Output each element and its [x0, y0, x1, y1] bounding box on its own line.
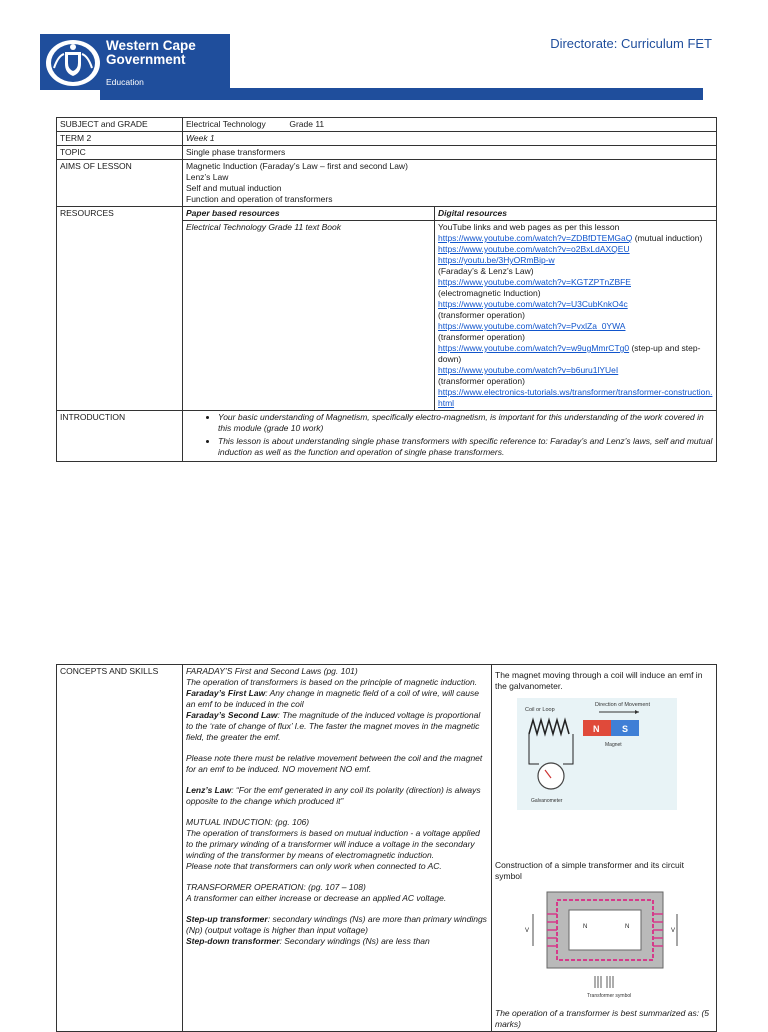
paper-heading: Paper based resources: [183, 207, 435, 221]
intro-content: [183, 411, 717, 462]
youtube-link[interactable]: https://www.youtube.com/watch?v=ZDBfDTEMGaQ: [438, 233, 633, 243]
digital-link-entry: [438, 244, 713, 255]
aim-item: Magnetic Induction (Faraday’s Law – first and second Law): [186, 161, 408, 171]
digital-link-entry: [438, 387, 713, 409]
aim-item: Self and mutual induction: [186, 183, 282, 193]
directorate-title: Directorate: Curriculum FET: [550, 36, 712, 51]
digital-list: [435, 221, 717, 411]
operation-heading: TRANSFORMER OPERATION: (pg. 107 – 108): [186, 882, 366, 892]
mutual-heading: MUTUAL INDUCTION: (pg. 106): [186, 817, 310, 827]
stepup-text: Step-up transformer: secondary windings (Ns) are more than primary windings (Np) (output voltage is higher than input voltage): [186, 914, 487, 935]
subject-row: [57, 118, 717, 132]
galvanometer-label: Galvanometer: [531, 798, 563, 804]
subject-value: Electrical Technology Grade 11: [183, 118, 717, 132]
introduction-row: [57, 411, 717, 462]
digital-link-entry: [438, 365, 713, 376]
topic-value: Single phase transformers: [183, 146, 717, 160]
topic-label: TOPIC: [57, 146, 183, 160]
paper-item: Electrical Technology Grade 11 text Book: [183, 221, 435, 411]
youtube-link[interactable]: https://www.youtube.com/watch?v=KGTZPTnZBFE: [438, 277, 631, 287]
intro-label: INTRODUCTION: [57, 411, 183, 462]
youtube-link[interactable]: https://www.youtube.com/watch?v=w9ugMmrCTg0: [438, 343, 630, 353]
concepts-row: [57, 665, 717, 1032]
org-name-line2: Government: [106, 52, 186, 67]
link-note: (transformer operation): [438, 376, 525, 386]
vs-label: V: [671, 928, 676, 934]
aims-list: [183, 160, 717, 207]
concepts-table: [56, 664, 717, 1032]
mutual-text: The operation of transformers is based on mutual induction - a voltage applied to the primary winding of a transformer will induce a voltage in the secondary winding of the transformer by means of electromagnetic induction.: [186, 828, 480, 860]
youtube-link[interactable]: https://www.youtube.com/watch?v=U3CubKnkO4c: [438, 299, 628, 309]
movement-note: Please note there must be relative movement between the coil and the magnet for an emf to be induced. NO movement NO emf.: [186, 753, 483, 774]
digital-link-entry: https://www.youtube.com/watch?v=w9ugMmrCTg0 (step-up and step-down): [438, 343, 701, 364]
coil-label: Coil or Loop: [525, 707, 555, 713]
operation-text: A transformer can either increase or decrease an applied AC voltage.: [186, 893, 447, 903]
intro-bullet: • This lesson is about understanding single phase transformers with specific reference to: Faraday’s and Lenz’s laws, self and mutual induction as well as the function and operation of single phase transformers.: [218, 436, 713, 458]
digital-heading: Digital resources: [435, 207, 717, 221]
youtube-link[interactable]: https://www.youtube.com/watch?v=b6uru1lYUeI: [438, 365, 619, 375]
youtube-link[interactable]: https://www.youtube.com/watch?v=PvxlZa_0YWA: [438, 321, 626, 331]
np-label: N: [583, 924, 588, 930]
mutual-note: Please note that transformers can only work when connected to AC.: [186, 861, 442, 871]
resources-label: RESOURCES: [57, 207, 183, 411]
intro-bullet: • Your basic understanding of Magnetism, specifically electro-magnetism, is important for this understanding of the work covered in this module (grade 10 work): [218, 412, 713, 434]
concepts-label: CONCEPTS AND SKILLS: [57, 665, 183, 1032]
link-note: (electromagnetic Induction): [438, 288, 541, 298]
digital-link-entry: [438, 321, 713, 332]
digital-link-entry: [438, 255, 713, 266]
digital-link-entry: [438, 299, 713, 310]
resources-header-row: [57, 207, 717, 221]
youtube-link[interactable]: https://youtu.be/3HyORmBip-w: [438, 255, 555, 265]
vp-label: V: [525, 928, 530, 934]
lesson-table: [56, 117, 717, 462]
figure-caption-operation: The operation of a transformer is best summarized as: (5 marks): [495, 1008, 710, 1029]
stepdown-text: Step-down transformer: Secondary windings (Ns) are less than: [186, 936, 430, 946]
link-note: (Faraday’s & Lenz’s Law): [438, 266, 534, 276]
south-label: S: [622, 724, 629, 734]
first-law: Faraday’s First Law: Any change in magnetic field of a coil of wire, will cause an emf to be induced in the coil: [186, 688, 479, 709]
core-window: [569, 910, 641, 950]
ns-label: N: [625, 924, 630, 930]
grade-value: Grade 11: [289, 119, 325, 129]
lenz-law: Lenz’s Law: “For the emf generated in any coil its polarity (direction) is always opposite to the change which produced it”: [186, 785, 481, 806]
youtube-link[interactable]: https://www.youtube.com/watch?v=o2BxLdAXQEU: [438, 244, 630, 254]
aim-item: Lenz’s Law: [186, 172, 229, 182]
symbol-label: Transformer symbol: [587, 993, 632, 998]
term-value: Week 1: [183, 132, 717, 146]
north-label: N: [593, 724, 600, 734]
transformer-diagram: [517, 888, 687, 998]
term-label: TERM 2: [57, 132, 183, 146]
term-row: [57, 132, 717, 146]
web-link[interactable]: https://www.electronics-tutorials.ws/transformer/transformer-construction.html: [438, 387, 713, 408]
digital-link-entry: https://www.youtube.com/watch?v=ZDBfDTEMGaQ (mutual induction): [438, 233, 703, 243]
direction-label: Direction of Movement: [595, 702, 651, 708]
org-logo: [40, 34, 230, 90]
second-law: Faraday’s Second Law: The magnitude of the induced voltage is proportional to the ‘rate of change of flux’ I.e. The faster the magnet moves in the magnetic field, the greater the emf.: [186, 710, 481, 742]
figure-caption-transformer: Construction of a simple transformer and its circuit symbol: [495, 860, 684, 881]
induction-diagram: [517, 698, 677, 810]
aim-item: Function and operation of transformers: [186, 194, 333, 204]
header-bar: [100, 88, 703, 100]
galvanometer-icon: [538, 763, 564, 789]
faraday-heading: FARADAY’S First and Second Laws (pg. 101): [186, 666, 358, 676]
concepts-body: [183, 665, 492, 1032]
topic-row: [57, 146, 717, 160]
magnet-label: Magnet: [605, 742, 622, 748]
digital-intro: YouTube links and web pages as per this lesson: [438, 222, 620, 232]
concepts-figures: [492, 665, 717, 1032]
link-note: (transformer operation): [438, 332, 525, 342]
digital-link-entry: [438, 277, 713, 288]
org-sub: Education: [106, 77, 144, 87]
subject-label: SUBJECT and GRADE: [57, 118, 183, 132]
transformer-symbol-icon: [595, 976, 613, 988]
coat-of-arms-icon: [44, 38, 102, 88]
aims-label: AIMS OF LESSON: [57, 160, 183, 207]
org-name-line1: Western Cape: [106, 38, 196, 53]
aims-row: [57, 160, 717, 207]
link-note: (transformer operation): [438, 310, 525, 320]
figure-caption-magnet: The magnet moving through a coil will induce an emf in the galvanometer.: [495, 670, 703, 691]
faraday-intro: The operation of transformers is based on the principle of magnetic induction.: [186, 677, 478, 687]
